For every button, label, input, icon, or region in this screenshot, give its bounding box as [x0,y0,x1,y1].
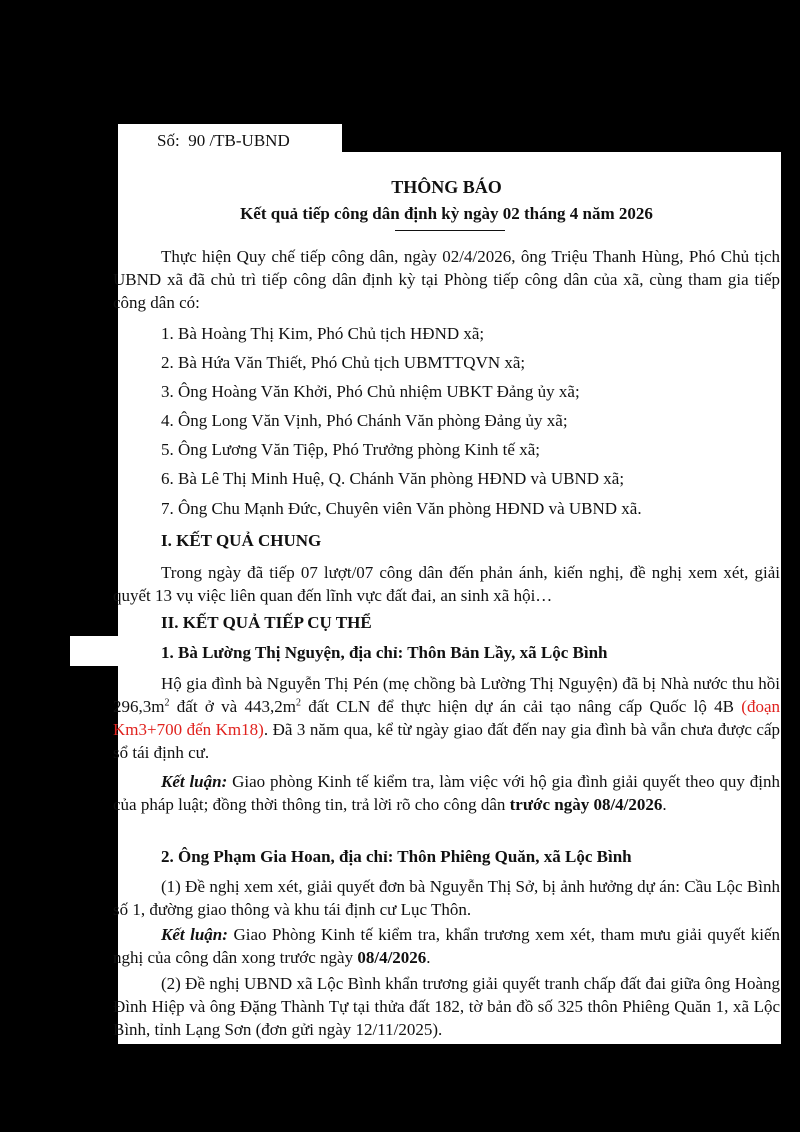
case1-highlight: (đoạn Km3+700 đến Km18) [113,697,780,739]
case2-conclusion-deadline: 08/4/2026 [357,948,427,967]
case2-item1: (1) Đề nghị xem xét, giải quyết đơn bà Nguyễn Thị Sở, bị ảnh hưởng dự án: Cầu Lộc Bình số 1, đường giao thông và khu tái định cư Lục Thôn. [113,877,780,919]
participant-item: 6. Bà Lê Thị Minh Huệ, Q. Chánh Văn phòng HĐND và UBND xã; [161,469,625,488]
case1-conclusion-deadline: trước ngày 08/4/2026 [509,795,663,814]
section1-text: Trong ngày đã tiếp 07 lượt/07 công dân đến phản ánh, kiến nghị, đề nghị xem xét, giải quyết 13 vụ việc liên quan đến lĩnh vực đất đai, an sinh xã hội… [113,563,780,605]
case1-conclusion-text: Giao phòng Kinh tế kiểm tra, làm việc với hộ gia đình giải quyết theo quy định của pháp luật; đồng thời thông tin, trả lời rõ cho công dân [113,772,781,814]
participant-item: 2. Bà Hứa Văn Thiết, Phó Chủ tịch UBMTTQVN xã; [161,353,526,372]
section1-heading: I. KẾT QUẢ CHUNG [161,531,322,550]
case1-conclusion-end: . [662,795,667,814]
case1-text-d: . Đã 3 năm qua, kể từ ngày giao đất đến nay gia đình bà vẫn chưa được cấp sổ tái định cư. [113,720,780,762]
so-label: Số: [157,131,180,150]
participant-item: 4. Ông Long Văn Vịnh, Phó Chánh Văn phòng Đảng ủy xã; [161,411,568,430]
case1-sup2: 2 [295,697,301,709]
case1-text-c: đất CLN để thực hiện dự án cải tạo nâng cấp Quốc lộ 4B [300,697,742,716]
case1-sup1: 2 [164,697,170,709]
section2-heading: II. KẾT QUẢ TIẾP CỤ THỂ [161,613,372,632]
case2-conclusion-text: Giao Phòng Kinh tế kiểm tra, khẩn trương xem xét, tham mưu giải quyết kiến nghị của công dân xong trước ngày [113,925,780,967]
so-code: /TB-UBND [209,131,290,150]
participant-item: 1. Bà Hoàng Thị Kim, Phó Chủ tịch HĐND xã; [161,324,485,343]
case1-heading: 1. Bà Lường Thị Nguyện, địa chỉ: Thôn Bản Lầy, xã Lộc Bình [161,643,608,662]
title-underline [395,230,505,231]
so-number: 90 [188,131,206,150]
case1-paragraph [113,672,780,764]
case1-conclusion [113,770,780,816]
case2-conclusion-end: . [426,948,431,967]
document-number [157,131,290,151]
participant-item: 3. Ông Hoàng Văn Khởi, Phó Chủ nhiệm UBKT Đảng ủy xã; [161,382,580,401]
participant-item: 7. Ông Chu Mạnh Đức, Chuyên viên Văn phòng HĐND và UBND xã. [161,499,642,518]
participant-item: 5. Ông Lương Văn Tiệp, Phó Trưởng phòng Kinh tế xã; [161,440,540,459]
document-title: THÔNG BÁO [391,177,502,197]
document-subtitle: Kết quả tiếp công dân định kỳ ngày 02 tháng 4 năm 2026 [240,204,653,223]
case1-text-a: Hộ gia đình bà Nguyễn Thị Pén (mẹ chồng bà Lường Thị Nguyện) đã bị Nhà nước thu hồi 296,3m [113,674,780,716]
intro-paragraph: Thực hiện Quy chế tiếp công dân, ngày 02/4/2026, ông Triệu Thanh Hùng, Phó Chủ tịch UBND xã đã chủ trì tiếp công dân định kỳ tại Phòng tiếp công dân của xã, cùng tham gia tiếp công dân có: [113,247,780,312]
case2-item2: (2) Đề nghị UBND xã Lộc Bình khẩn trương giải quyết tranh chấp đất đai giữa ông Hoàng Đình Hiệp và ông Đặng Thành Tự tại thửa đất 182, tờ bản đồ số 325 thôn Phiêng Quăn 1, xã Lộc Bình, tỉnh Lạng Sơn (đơn gửi ngày 12/11/2025). [113,974,780,1039]
case1-text-b: đất ở và 443,2m [169,697,296,716]
case2-heading: 2. Ông Phạm Gia Hoan, địa chỉ: Thôn Phiêng Quăn, xã Lộc Bình [161,847,632,866]
case1-conclusion-label: Kết luận: [161,772,228,791]
paper-notch [70,636,118,666]
case2-conclusion [113,923,780,969]
case2-conclusion-label: Kết luận: [161,925,228,944]
